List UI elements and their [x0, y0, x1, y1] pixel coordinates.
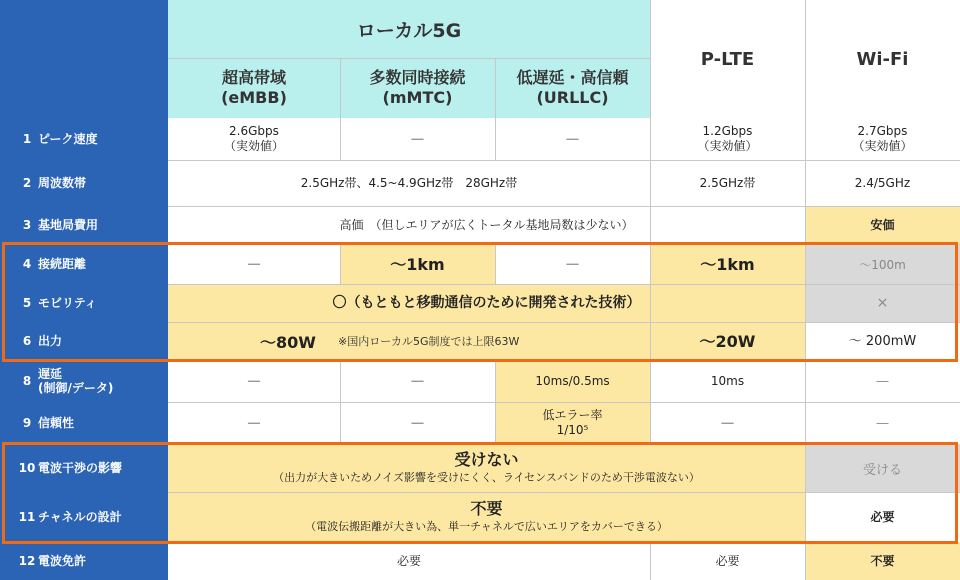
highlight-box-rows-10-11 — [2, 442, 958, 544]
channel-subtitle: （電波伝搬距離が大きい為、単一チャネルで広いエリアをカバーできる） — [305, 519, 668, 533]
grid-line — [650, 0, 651, 244]
cell-distance-wifi: ～100m — [805, 244, 960, 284]
row-label-radio-license: 12 電波免許 — [0, 542, 168, 580]
row-label-output: 6 出力 — [0, 322, 168, 360]
cell-license-wifi: 不要 — [805, 542, 960, 580]
highlight-box-rows-4-6 — [2, 242, 958, 362]
cell-mobility-local5g-plte: 〇（もともと移動通信のために開発された技術） — [168, 284, 805, 322]
cell-reliability-urllc: 低エラー率 1/10⁵ — [495, 402, 650, 444]
cell-license-local5g: 必要 — [168, 542, 650, 580]
cell-frequency-local5g: 2.5GHz帯、4.5~4.9GHz帯 28GHz帯 — [168, 160, 650, 206]
grid-line — [340, 360, 341, 444]
cell-reliability-mmtc: － — [340, 402, 495, 444]
header-plte: P-LTE — [650, 0, 805, 118]
cell-reliability-embb: － — [168, 402, 340, 444]
row-label-channel-design: 11 チャネルの設計 — [0, 492, 168, 542]
row-label-reliability: 9 信頼性 — [0, 402, 168, 444]
cell-peak-plte: 1.2Gbps （実効値） — [650, 118, 805, 160]
row-label-mobility: 5 モビリティ — [0, 284, 168, 322]
header-mmtc: 多数同時接続 (mMTC) — [340, 58, 495, 118]
grid-line — [168, 402, 960, 403]
grid-line — [340, 58, 341, 160]
header-embb: 超高帯域 (eMBB) — [168, 58, 340, 118]
grid-line — [168, 206, 960, 207]
grid-line — [495, 58, 496, 160]
cell-latency-urllc: 10ms/0.5ms — [495, 360, 650, 402]
grid-line — [495, 360, 496, 444]
cell-reliability-wifi: ― — [805, 402, 960, 444]
cell-mobility-wifi: × — [805, 284, 960, 322]
interference-subtitle: （出力が大きいためノイズ影響を受けにくく、ライセンスバンドのため干渉電波ない） — [273, 470, 700, 484]
grid-line — [168, 58, 650, 59]
cell-distance-embb: － — [168, 244, 340, 284]
cell-license-plte: 必要 — [650, 542, 805, 580]
cell-latency-wifi: ― — [805, 360, 960, 402]
row-label-frequency: 2 周波数帯 — [0, 160, 168, 206]
row-label-latency: 8 遅延 (制御/データ) — [0, 360, 168, 402]
header-urllc: 低遅延・高信頼 (URLLC) — [495, 58, 650, 118]
cell-latency-plte: 10ms — [650, 360, 805, 402]
row-label-base-station-cost: 3 基地局費用 — [0, 206, 168, 244]
output-note: ※国内ローカル5G制度では上限63W — [338, 335, 520, 348]
header-local5g: ローカル5G — [168, 0, 650, 58]
cell-latency-embb: － — [168, 360, 340, 402]
row-label-distance: 4 接続距離 — [0, 244, 168, 284]
cell-output-plte: ～20W — [650, 322, 805, 360]
row-label-interference: 10 電波干渉の影響 — [0, 444, 168, 492]
cell-peak-embb: 2.6Gbps （実効値） — [168, 118, 340, 160]
output-local5g-value: ～80W — [260, 332, 316, 352]
cell-output-wifi: ～ 200mW — [805, 322, 960, 360]
channel-title: 不要 — [470, 498, 503, 518]
cell-frequency-plte: 2.5GHz帯 — [650, 160, 805, 206]
cell-peak-mmtc: － — [340, 118, 495, 160]
row-label-peak-speed: 1 ピーク速度 — [0, 118, 168, 160]
cell-distance-urllc: － — [495, 244, 650, 284]
corner-header — [0, 0, 168, 118]
cell-distance-plte: ～1km — [650, 244, 805, 284]
cell-peak-wifi: 2.7Gbps （実効値） — [805, 118, 960, 160]
cell-peak-urllc: － — [495, 118, 650, 160]
cell-latency-mmtc: － — [340, 360, 495, 402]
cell-frequency-wifi: 2.4/5GHz — [805, 160, 960, 206]
cell-cost-local5g-plte: 高価 （但しエリアが広くトータル基地局数は少ない） — [168, 206, 805, 244]
header-wifi: Wi-Fi — [805, 0, 960, 118]
grid-line — [168, 160, 960, 161]
cell-channel-wifi: 必要 — [805, 492, 960, 542]
cell-reliability-plte: － — [650, 402, 805, 444]
cell-cost-wifi: 安価 — [805, 206, 960, 244]
interference-title: 受けない — [454, 449, 519, 469]
cell-interference-wifi: 受ける — [805, 444, 960, 492]
cell-distance-mmtc: ～1km — [340, 244, 495, 284]
grid-line — [650, 542, 651, 580]
